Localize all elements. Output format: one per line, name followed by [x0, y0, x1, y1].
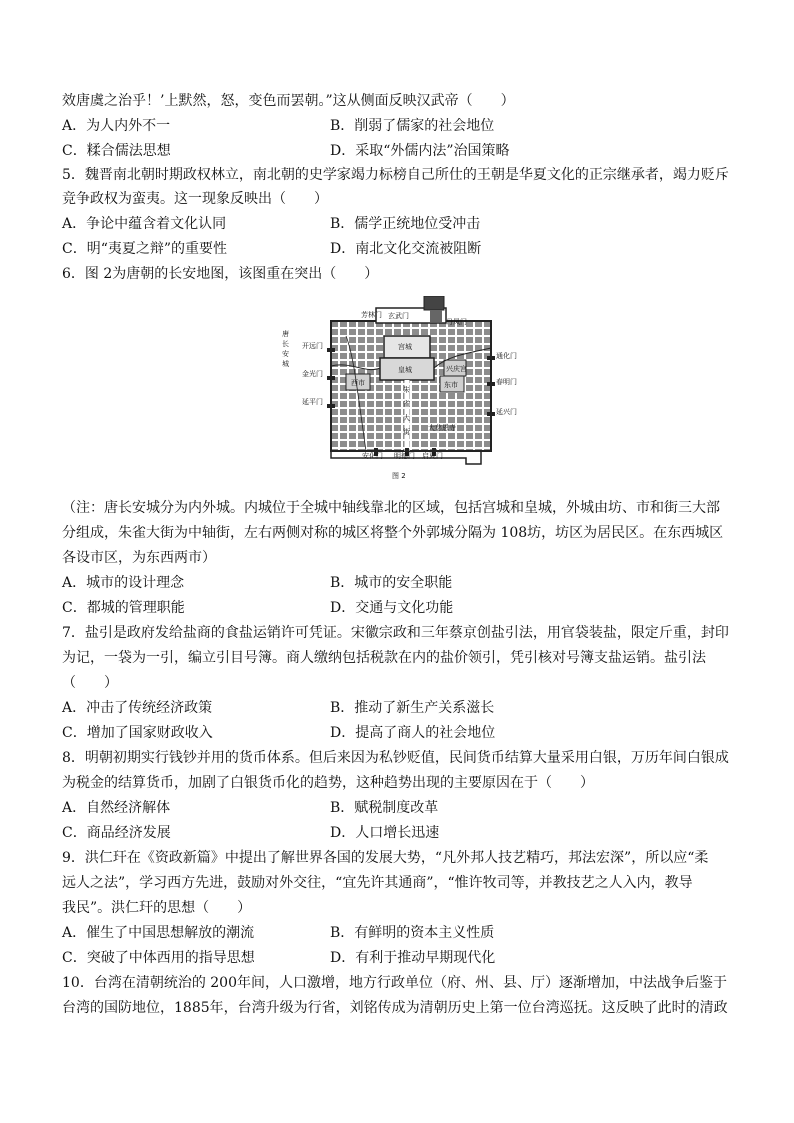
q8-option-d: D．人口增长迅速: [330, 825, 440, 841]
label-imperial-city: 皇城: [398, 366, 412, 374]
q7-stem-line1: 7．盐引是政府发给盐商的食盐运销许可凭证。宋徽宗政和三年蔡京创盐引法，用官袋装盐，限定斤重，封印: [62, 625, 729, 641]
q9-option-a: A．催生了中国思想解放的潮流: [62, 925, 255, 941]
q6-option-a: A．城市的设计理念: [62, 575, 185, 591]
q6-stem: 6．图 2为唐朝的长安地图，该图重在突出（ ）: [62, 266, 379, 282]
gate-danfeng: 丹凤门: [446, 318, 467, 326]
gate-jinguang: 金光门: [302, 370, 323, 378]
q5-option-c: C．明“夷夏之辩”的重要性: [62, 241, 228, 257]
q5-option-a: A．争论中蕴含着文化认同: [62, 216, 227, 232]
gate-anhua: 安化门: [362, 452, 383, 460]
map-side-title-char2: 长: [282, 340, 289, 348]
gate-yanping: 延平门: [302, 398, 323, 406]
gate-tonghua: 通化门: [496, 352, 517, 360]
changan-map-figure: [276, 296, 526, 484]
q7-option-c: C．增加了国家财政收入: [62, 725, 213, 741]
q7-option-b: B．推动了新生产关系滋长: [330, 700, 495, 716]
q5-stem-line2: 竞争政权为蛮夷。这一现象反映出（ ）: [62, 191, 328, 207]
label-palace-city: 宫城: [398, 343, 412, 351]
q4-stem-tail: 效唐虞之治乎！’上默然，怒，变色而罢朝。”这从侧面反映汉武帝（ ）: [62, 93, 515, 109]
gate-qixia: 启夏门: [422, 452, 443, 460]
map-side-title-char1: 唐: [282, 330, 289, 338]
q8-stem-line2: 为税金的结算货币，加剧了白银货币化的趋势，这种趋势出现的主要原因在于（ ）: [62, 775, 594, 791]
q9-option-b: B．有鲜明的资本主义性质: [330, 925, 495, 941]
q7-stem-line2: 为记，一袋为一引，编立引目号簿。商人缴纳包括税款在内的盐价领引，凭引核对号簿支盐运销。盐引法: [62, 650, 706, 666]
label-east-market: 东市: [444, 381, 458, 389]
q9-option-d: D．有利于推动早期现代化: [330, 950, 496, 966]
q10-stem-line2: 台湾的国防地位，1885年，台湾升级为行省，刘铭传成为清朝历史上第一位台湾巡抚。这反映了此时的清政: [62, 1000, 728, 1016]
label-da-cien-temple: 大慈恩寺: [428, 424, 456, 432]
q5-option-b: B．儒学正统地位受冲击: [330, 216, 481, 232]
q7-option-d: D．提高了商人的社会地位: [330, 725, 496, 741]
q8-option-c: C．商品经济发展: [62, 825, 171, 841]
label-zhuque-jie: 街: [403, 428, 410, 436]
q6-note-line1: （注：唐长安城分为内外城。内城位于全城中轴线靠北的区域，包括宫城和皇城，外城由坊、市和街三大部: [62, 500, 720, 516]
gate-kaiyuan: 开远门: [302, 342, 323, 350]
gate-chunming: 春明门: [496, 378, 517, 386]
q6-note-line3: 各设市区，为东西两市）: [62, 550, 216, 566]
gate-fanglin: 芳林门: [361, 311, 382, 319]
q8-option-b: B．赋税制度改革: [330, 800, 439, 816]
q9-stem-line3: 我民”。洪仁玕的思想（ ）: [62, 900, 252, 916]
q4-option-b: B．削弱了儒家的社会地位: [330, 118, 495, 134]
label-zhuque-da: 大: [403, 414, 410, 422]
q9-stem-line2: 远人之法”，学习西方先进，鼓励对外交往，“宜先许其通商”，“惟许牧司等，并教技艺之人入内，教导: [62, 875, 693, 891]
q8-stem-line1: 8．明朝初期实行钱钞并用的货币体系。但后来因为私钞贬值，民间货币结算大量采用白银，万历年间白银成: [62, 750, 729, 766]
q6-option-d: D．交通与文化功能: [330, 600, 454, 616]
q9-option-c: C．突破了中体西用的指导思想: [62, 950, 255, 966]
q7-option-a: A．冲击了传统经济政策: [62, 700, 213, 716]
gate-yanxing: 延兴门: [496, 408, 517, 416]
map-caption: 图 2: [392, 472, 406, 480]
q5-stem-line1: 5．魏晋南北朝时期政权林立，南北朝的史学家竭力标榜自己所仕的王朝是华夏文化的正宗继承者，竭力贬斥: [62, 167, 729, 183]
label-west-market: 西市: [351, 379, 365, 387]
label-xingqing-palace: 兴庆宫: [446, 365, 467, 373]
gate-xuanwu: 玄武门: [388, 312, 409, 320]
q9-stem-line1: 9．洪仁玕在《资政新篇》中提出了解世界各国的发展大势，“凡外邦人技艺精巧，邦法宏深”，所以应“柔: [62, 850, 709, 866]
q8-option-a: A．自然经济解体: [62, 800, 171, 816]
q4-option-d: D．采取“外儒内法”治国策略: [330, 143, 510, 159]
q6-note-line2: 分组成，朱雀大街为中轴街，左右两侧对称的城区将整个外郭城分隔为 108坊，坊区为居民区。在东西城区: [62, 525, 724, 541]
map-side-title-char4: 城: [282, 360, 289, 368]
q4-option-a: A．为人内外不一: [62, 118, 171, 134]
label-zhuque-zhu: 朱: [403, 386, 410, 394]
q6-option-b: B．城市的安全职能: [330, 575, 453, 591]
q7-stem-line3: （ ）: [62, 675, 118, 691]
q6-option-c: C．都城的管理职能: [62, 600, 185, 616]
map-side-title-char3: 安: [282, 350, 289, 358]
q4-option-c: C．糅合儒法思想: [62, 143, 171, 159]
q10-stem-line1: 10．台湾在清朝统治的 200年间，人口激增，地方行政单位（府、州、县、厅）逐渐增加，中法战争后鉴于: [62, 975, 727, 991]
label-zhuque-que: 雀: [403, 400, 410, 408]
q5-option-d: D．南北文化交流被阻断: [330, 241, 482, 257]
gate-mingde: 明德门: [394, 452, 415, 460]
